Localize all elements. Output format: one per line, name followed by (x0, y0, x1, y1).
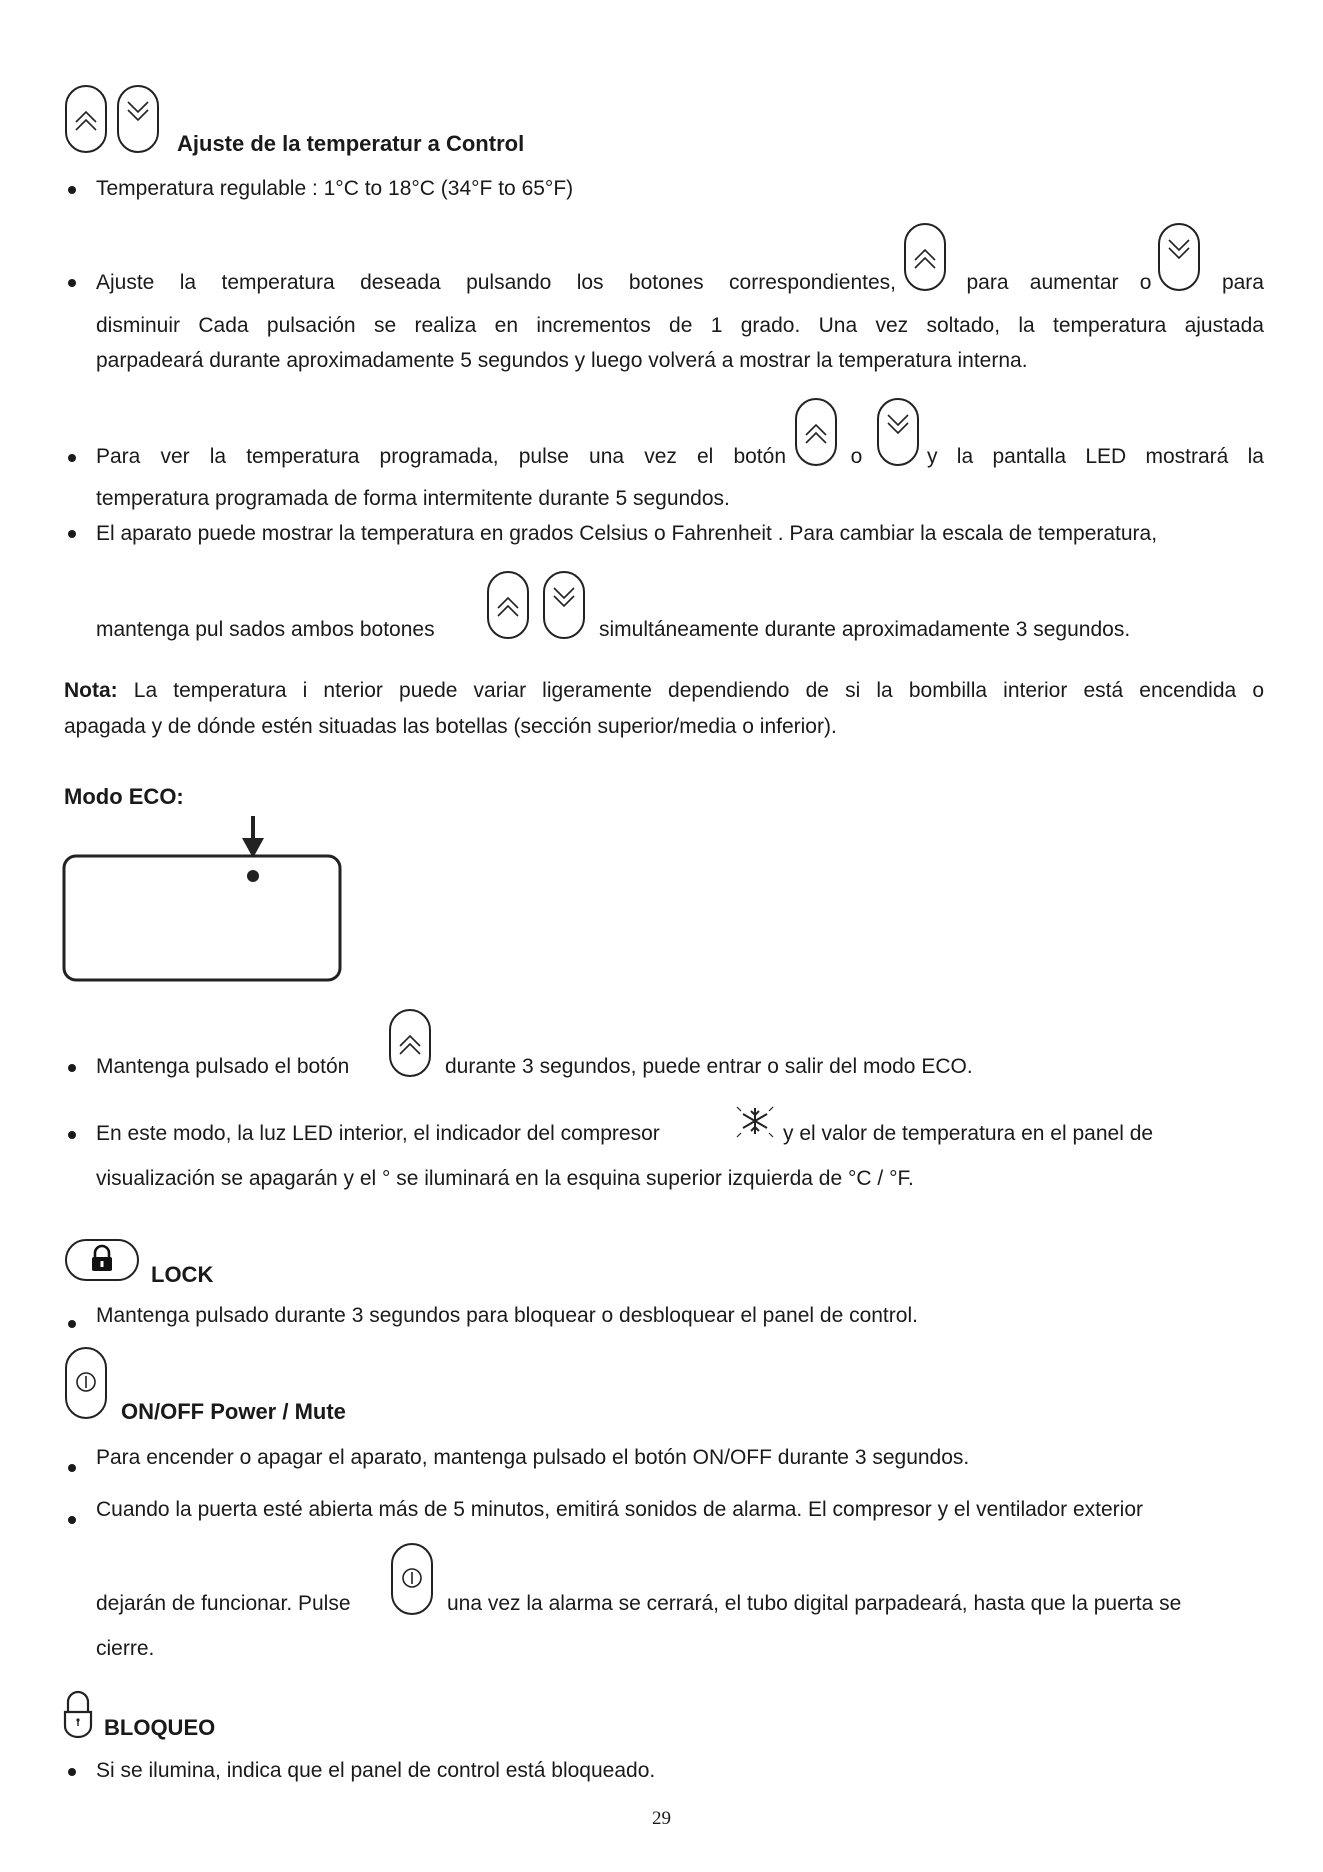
scale-text-line-1: El aparato puede mostrar la temperatura en grados Celsius o Fahrenheit . Para cambiar la escala de temperatura, (96, 522, 1158, 545)
up-button-icon (486, 560, 530, 640)
scale-text-part-2: simultáneamente durante aproximadamente 3 segundos. (599, 618, 1131, 641)
temp-adjust-row (96, 270, 1264, 296)
view-temp-text-2: o (850, 445, 863, 468)
temp-adjust-text-3: para (1221, 271, 1264, 294)
view-temp-text-1: Para ver la temperatura programada, pulse una vez el botón (96, 445, 786, 468)
temp-adjust-text-2: para aumentar o (966, 271, 1152, 294)
power-button-icon (388, 1538, 436, 1618)
bullet-dot (68, 1131, 76, 1139)
note-line-2: apagada y de dónde estén situadas las botellas (sección superior/media o inferior). (64, 715, 837, 738)
bullet-dot (68, 1516, 76, 1524)
bloqueo-text: Si se ilumina, indica que el panel de control está bloqueado. (96, 1759, 656, 1782)
power-text-2-line-1: Cuando la puerta esté abierta más de 5 minutos, emitirá sonidos de alarma. El compresor y el ventilador exterior (96, 1498, 1144, 1521)
bloqueo-heading: BLOQUEO (104, 1715, 216, 1740)
power-button-icon (62, 1342, 110, 1422)
padlock-indicator-icon (62, 1688, 94, 1738)
down-button-icon (876, 387, 920, 467)
eco-display-diagram (62, 816, 344, 984)
power-text-2a: dejarán de funcionar. Pulse (96, 1592, 351, 1615)
lock-button-icon (62, 1236, 142, 1284)
bullet-dot (68, 530, 76, 538)
temp-adjust-line-3: parpadeará durante aproximadamente 5 segundos y luego volverá a mostrar la temperatura interna. (96, 349, 1028, 372)
down-button-icon (1157, 212, 1201, 292)
note-text-1: La temperatura i nterior puede variar ligeramente dependiendo de si la bombilla interior está encendida o (133, 679, 1264, 702)
up-button-icon (794, 387, 838, 467)
temp-adjust-text-1: Ajuste la temperatura deseada pulsando los botones correspondientes, (96, 271, 896, 294)
up-button-icon (903, 212, 947, 292)
view-temp-text-3: y la pantalla LED mostrará la (927, 445, 1264, 468)
bullet-dot (68, 1320, 76, 1328)
temp-heading: Ajuste de la temperatur a Control (177, 131, 525, 156)
bullet-dot (68, 1768, 76, 1776)
eco-text-1b: durante 3 segundos, puede entrar o salir del modo ECO. (445, 1055, 973, 1078)
eco-text-2-line-2: visualización se apagarán y el ° se iluminará en la esquina superior izquierda de °C / °F. (96, 1167, 914, 1190)
lock-heading: LOCK (151, 1262, 214, 1287)
eco-text-2a: En este modo, la luz LED interior, el indicador del compresor (96, 1122, 660, 1145)
bullet-dot (68, 1464, 76, 1472)
temp-range-text: Temperatura regulable : 1°C to 18°C (34°F to 65°F) (96, 177, 574, 200)
eco-heading: Modo ECO: (64, 784, 184, 809)
scale-text-part-1: mantenga pul sados ambos botones (96, 618, 435, 641)
note-label: Nota: (64, 679, 118, 702)
snowflake-compressor-icon (735, 1104, 775, 1140)
power-text-2b: una vez la alarma se cerrará, el tubo digital parpadeará, hasta que la puerta se (447, 1592, 1182, 1615)
bullet-dot (68, 454, 76, 462)
up-button-icon (64, 74, 108, 154)
view-temp-row (96, 444, 1264, 470)
view-temp-line-2: temperatura programada de forma intermitente durante 5 segundos. (96, 487, 730, 510)
power-heading: ON/OFF Power / Mute (121, 1399, 346, 1424)
eco-text-2b: y el valor de temperatura en el panel de (783, 1122, 1154, 1145)
lock-text: Mantenga pulsado durante 3 segundos para bloquear o desbloquear el panel de control. (96, 1304, 918, 1327)
bullet-dot (68, 1064, 76, 1072)
up-button-icon (388, 998, 432, 1078)
down-button-icon (116, 74, 160, 154)
bullet-dot (68, 279, 76, 287)
power-text-2-line-3: cierre. (96, 1637, 155, 1660)
note-line-1 (64, 678, 1264, 704)
down-button-icon (542, 560, 586, 640)
bullet-dot (68, 186, 76, 194)
page-number: 29 (652, 1808, 671, 1829)
power-text-1: Para encender o apagar el aparato, mantenga pulsado el botón ON/OFF durante 3 segundos. (96, 1446, 970, 1469)
temp-adjust-line-2: disminuir Cada pulsación se realiza en incrementos de 1 grado. Una vez soltado, la temperatura ajustada (96, 314, 1264, 337)
eco-text-1a: Mantenga pulsado el botón (96, 1055, 350, 1078)
